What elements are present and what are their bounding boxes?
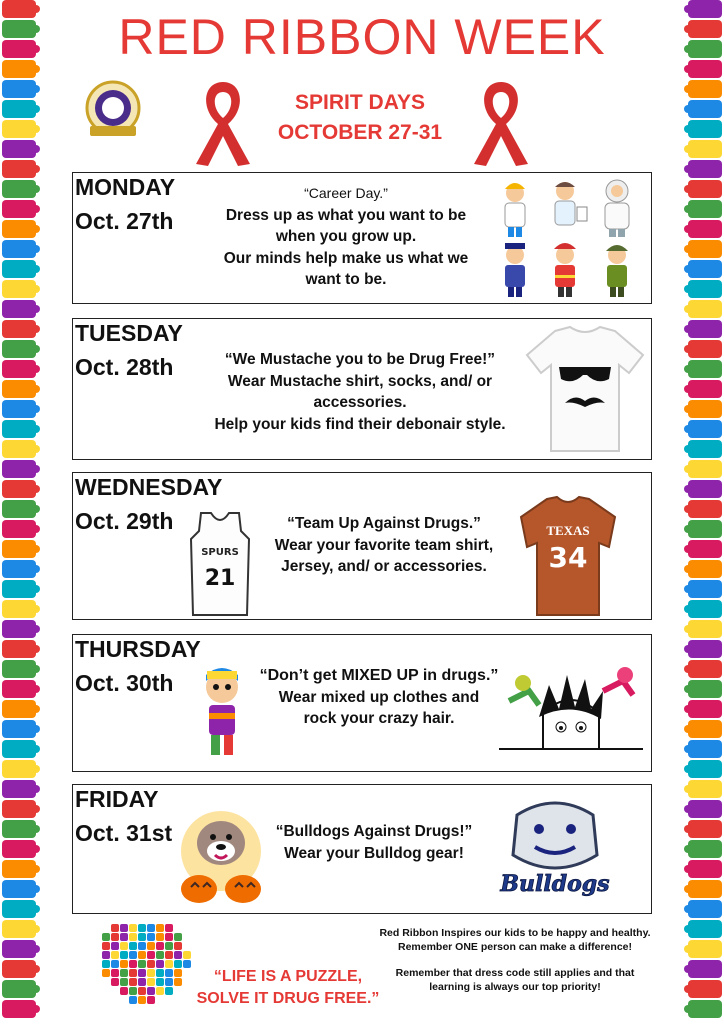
heart-puzzle-piece	[147, 978, 155, 986]
puzzle-piece	[2, 720, 36, 738]
heart-puzzle-piece	[156, 969, 164, 977]
heart-puzzle-piece	[111, 969, 119, 977]
puzzle-piece	[688, 880, 722, 898]
heart-puzzle-piece	[165, 951, 173, 959]
puzzle-piece	[688, 100, 722, 118]
puzzle-piece	[688, 120, 722, 138]
day-date: Oct. 27th	[75, 208, 174, 234]
heart-puzzle-piece	[165, 960, 173, 968]
note-line: learning is always our top priority!	[429, 981, 601, 993]
heart-puzzle-piece	[129, 978, 137, 986]
puzzle-piece	[2, 740, 36, 758]
puzzle-piece	[2, 420, 36, 438]
puzzle-piece	[688, 580, 722, 598]
puzzle-piece	[2, 240, 36, 258]
puzzle-piece	[2, 680, 36, 698]
bulldog-pumpkins-illustration	[173, 803, 269, 909]
heart-puzzle-piece	[111, 942, 119, 950]
heart-puzzle-piece	[129, 960, 137, 968]
heart-puzzle-piece	[174, 951, 182, 959]
day-name: MONDAY	[75, 174, 176, 200]
heart-puzzle-piece	[111, 933, 119, 941]
puzzle-piece	[688, 480, 722, 498]
puzzle-piece	[2, 980, 36, 998]
puzzle-piece	[2, 160, 36, 178]
day-line: Jersey, and/ or accessories.	[281, 558, 487, 575]
puzzle-piece	[688, 260, 722, 278]
puzzle-piece	[2, 80, 36, 98]
puzzle-piece	[688, 840, 722, 858]
heart-puzzle-piece	[165, 987, 173, 995]
heart-puzzle-piece	[147, 996, 155, 1004]
puzzle-piece	[688, 160, 722, 178]
puzzle-piece	[2, 280, 36, 298]
heart-puzzle-piece	[138, 960, 146, 968]
puzzle-piece	[688, 220, 722, 238]
puzzle-piece	[2, 520, 36, 538]
puzzle-piece	[2, 580, 36, 598]
day-line: rock your crazy hair.	[303, 710, 455, 727]
heart-puzzle-piece	[138, 978, 146, 986]
puzzle-piece	[688, 520, 722, 538]
career-kids-illustration	[495, 177, 647, 301]
heart-puzzle-piece	[120, 924, 128, 932]
heart-puzzle-piece	[138, 969, 146, 977]
footer-note-inspire	[370, 926, 660, 954]
heart-puzzle-piece	[156, 933, 164, 941]
day-description	[201, 183, 491, 291]
bulldogs-logo-text: Bulldogs	[500, 871, 610, 897]
puzzle-piece	[688, 420, 722, 438]
heart-puzzle-piece	[138, 951, 146, 959]
puzzle-piece	[688, 660, 722, 678]
heart-puzzle-piece	[102, 960, 110, 968]
heart-puzzle-piece	[129, 942, 137, 950]
heart-puzzle-piece	[138, 924, 146, 932]
heart-puzzle-piece	[147, 942, 155, 950]
heart-puzzle-piece	[111, 978, 119, 986]
day-name: THURSDAY	[75, 636, 201, 662]
puzzle-border-left	[2, 0, 36, 1024]
day-box-thursday	[72, 634, 652, 772]
bulldogs-logo	[497, 795, 613, 903]
day-date: Oct. 28th	[75, 354, 174, 380]
puzzle-piece	[688, 440, 722, 458]
motto-line: SOLVE IT DRUG FREE.”	[196, 990, 380, 1007]
puzzle-piece	[2, 140, 36, 158]
puzzle-piece	[688, 860, 722, 878]
puzzle-piece	[2, 180, 36, 198]
day-date: Oct. 31st	[75, 820, 173, 846]
puzzle-piece	[2, 340, 36, 358]
puzzle-piece	[2, 440, 36, 458]
heart-puzzle-piece	[138, 933, 146, 941]
day-box-friday	[72, 784, 652, 914]
heart-puzzle-piece	[129, 996, 137, 1004]
puzzle-piece	[2, 120, 36, 138]
puzzle-piece	[688, 540, 722, 558]
heart-puzzle-piece	[156, 942, 164, 950]
heart-puzzle-piece	[165, 924, 173, 932]
puzzle-piece	[688, 700, 722, 718]
puzzle-piece	[2, 760, 36, 778]
puzzle-border-right	[688, 0, 722, 1024]
jersey-team-text: TEXAS	[546, 523, 590, 538]
day-description	[261, 821, 487, 864]
heart-puzzle-piece	[147, 960, 155, 968]
puzzle-piece	[688, 640, 722, 658]
jersey-team-text: SPURS	[201, 547, 239, 558]
puzzle-piece	[688, 920, 722, 938]
heart-puzzle-piece	[165, 933, 173, 941]
puzzle-piece	[2, 380, 36, 398]
puzzle-piece	[688, 400, 722, 418]
day-theme: “Don’t get MIXED UP in drugs.”	[259, 667, 499, 684]
footer-note-dress-code	[370, 966, 660, 994]
day-line: Help your kids find their debonair style.	[214, 415, 506, 433]
puzzle-piece	[2, 920, 36, 938]
heart-puzzle-piece	[111, 924, 119, 932]
crazy-hair-illustration	[499, 661, 643, 751]
puzzle-piece	[2, 700, 36, 718]
heart-puzzle-piece	[156, 924, 164, 932]
puzzle-piece	[688, 500, 722, 518]
heart-puzzle-piece	[120, 942, 128, 950]
day-line: accessories.	[313, 394, 407, 411]
heart-puzzle-piece	[165, 942, 173, 950]
day-line: Wear your favorite team shirt,	[274, 536, 494, 554]
heart-puzzle-piece	[102, 942, 110, 950]
puzzle-piece	[688, 780, 722, 798]
puzzle-piece	[2, 820, 36, 838]
heart-puzzle-piece	[165, 969, 173, 977]
heart-puzzle-piece	[120, 960, 128, 968]
heart-puzzle-piece	[129, 987, 137, 995]
puzzle-piece	[2, 780, 36, 798]
puzzle-piece	[688, 800, 722, 818]
puzzle-piece	[688, 940, 722, 958]
puzzle-piece	[2, 800, 36, 818]
jersey-number-text: 21	[204, 566, 236, 591]
heart-puzzle-piece	[147, 933, 155, 941]
note-line: Remember that dress code still applies and that	[395, 967, 635, 979]
puzzle-piece	[2, 100, 36, 118]
heart-puzzle-piece	[138, 942, 146, 950]
puzzle-piece	[688, 1000, 722, 1018]
puzzle-piece	[688, 720, 722, 738]
puzzle-piece	[2, 260, 36, 278]
day-date: Oct. 30th	[75, 670, 174, 696]
puzzle-piece	[2, 360, 36, 378]
heart-puzzle-piece	[165, 978, 173, 986]
day-theme: “Bulldogs Against Drugs!”	[275, 823, 473, 840]
puzzle-piece	[688, 820, 722, 838]
puzzle-piece	[688, 900, 722, 918]
day-line: Our minds help make us what we	[223, 249, 469, 267]
puzzle-piece	[688, 560, 722, 578]
heart-puzzle-piece	[147, 969, 155, 977]
day-line: Wear your Bulldog gear!	[284, 844, 464, 862]
puzzle-piece	[688, 380, 722, 398]
heart-puzzle-piece	[138, 987, 146, 995]
jersey-number-text: 34	[548, 541, 588, 574]
spirit-days-heading	[250, 88, 470, 148]
puzzle-piece	[2, 840, 36, 858]
puzzle-piece	[2, 960, 36, 978]
heart-puzzle-piece	[102, 951, 110, 959]
puzzle-piece	[2, 880, 36, 898]
puzzle-piece	[2, 200, 36, 218]
puzzle-piece	[2, 220, 36, 238]
puzzle-piece	[688, 340, 722, 358]
puzzle-piece	[688, 300, 722, 318]
puzzle-piece	[2, 400, 36, 418]
heart-puzzle-piece	[138, 996, 146, 1004]
day-line: Wear mixed up clothes and	[278, 688, 480, 706]
puzzle-piece	[2, 940, 36, 958]
puzzle-piece	[2, 860, 36, 878]
note-line: Remember ONE person can make a difference!	[397, 941, 632, 953]
puzzle-piece	[2, 320, 36, 338]
day-description	[249, 513, 519, 578]
puzzle-piece	[688, 180, 722, 198]
heart-puzzle-piece	[156, 951, 164, 959]
puzzle-piece	[688, 960, 722, 978]
heart-puzzle-piece	[147, 924, 155, 932]
puzzle-piece	[2, 1000, 36, 1018]
puzzle-piece	[2, 460, 36, 478]
day-line: when you grow up.	[275, 228, 417, 245]
puzzle-piece	[688, 980, 722, 998]
day-name: FRIDAY	[75, 786, 159, 812]
puzzle-piece	[688, 360, 722, 378]
puzzle-piece	[2, 620, 36, 638]
day-box-tuesday	[72, 318, 652, 460]
heart-puzzle-piece	[129, 969, 137, 977]
footer-motto	[178, 966, 398, 1010]
heart-puzzle-piece	[129, 933, 137, 941]
spurs-jersey-image	[189, 511, 251, 617]
spirit-days-label: SPIRIT DAYS	[295, 91, 425, 114]
heart-puzzle-piece	[120, 933, 128, 941]
puzzle-piece	[2, 560, 36, 578]
puzzle-piece	[688, 460, 722, 478]
puzzle-piece	[688, 140, 722, 158]
puzzle-piece	[688, 240, 722, 258]
heart-puzzle-piece	[120, 978, 128, 986]
day-description	[193, 349, 527, 435]
heart-puzzle-piece	[156, 978, 164, 986]
day-theme: “We Mustache you to be Drug Free!”	[224, 351, 496, 368]
heart-puzzle-piece	[147, 951, 155, 959]
puzzle-piece	[2, 640, 36, 658]
red-ribbon-icon-right	[466, 74, 536, 170]
puzzle-piece	[2, 300, 36, 318]
heart-puzzle-piece	[129, 951, 137, 959]
motto-line: “LIFE IS A PUZZLE,	[213, 968, 363, 985]
heart-puzzle-piece	[156, 987, 164, 995]
day-theme: “Career Day.”	[304, 185, 388, 201]
day-line: Wear Mustache shirt, socks, and/ or	[227, 372, 493, 390]
texas-jersey-image	[517, 495, 619, 617]
puzzle-piece	[688, 740, 722, 758]
heart-puzzle-piece	[147, 987, 155, 995]
day-box-monday	[72, 172, 652, 304]
day-line: want to be.	[305, 271, 387, 288]
puzzle-piece	[688, 200, 722, 218]
puzzle-piece	[2, 480, 36, 498]
puzzle-piece	[688, 280, 722, 298]
mustache-shirt-image	[525, 323, 645, 455]
heart-puzzle-piece	[120, 951, 128, 959]
day-box-wednesday	[72, 472, 652, 620]
puzzle-piece	[688, 620, 722, 638]
heart-puzzle-piece	[174, 942, 182, 950]
puzzle-piece	[688, 320, 722, 338]
day-name: TUESDAY	[75, 320, 183, 346]
page-title: RED RIBBON WEEK	[118, 9, 606, 65]
day-date: Oct. 29th	[75, 508, 174, 534]
puzzle-piece	[2, 540, 36, 558]
heart-puzzle-piece	[111, 951, 119, 959]
day-theme: “Team Up Against Drugs.”	[287, 515, 481, 532]
heart-puzzle-piece	[183, 951, 191, 959]
puzzle-piece	[688, 760, 722, 778]
puzzle-piece	[688, 600, 722, 618]
puzzle-piece	[688, 80, 722, 98]
note-line: Red Ribbon Inspires our kids to be happy and healthy.	[379, 927, 651, 939]
heart-puzzle-piece	[120, 987, 128, 995]
school-seal-logo	[82, 80, 144, 142]
mixed-up-kid-illustration	[197, 665, 247, 765]
heart-puzzle-piece	[174, 933, 182, 941]
day-line: Dress up as what you want to be	[225, 206, 467, 224]
puzzle-piece	[2, 900, 36, 918]
heart-puzzle-piece	[102, 969, 110, 977]
day-description	[245, 665, 513, 730]
heart-puzzle-piece	[102, 933, 110, 941]
puzzle-piece	[688, 680, 722, 698]
day-name: WEDNESDAY	[75, 474, 223, 500]
spirit-days-dates: OCTOBER 27-31	[277, 121, 443, 144]
puzzle-piece	[2, 600, 36, 618]
puzzle-piece	[2, 660, 36, 678]
heart-puzzle-piece	[111, 960, 119, 968]
puzzle-piece	[2, 500, 36, 518]
heart-puzzle-piece	[120, 969, 128, 977]
red-ribbon-icon-left	[188, 74, 258, 170]
heart-puzzle-piece	[156, 960, 164, 968]
heart-puzzle-piece	[129, 924, 137, 932]
